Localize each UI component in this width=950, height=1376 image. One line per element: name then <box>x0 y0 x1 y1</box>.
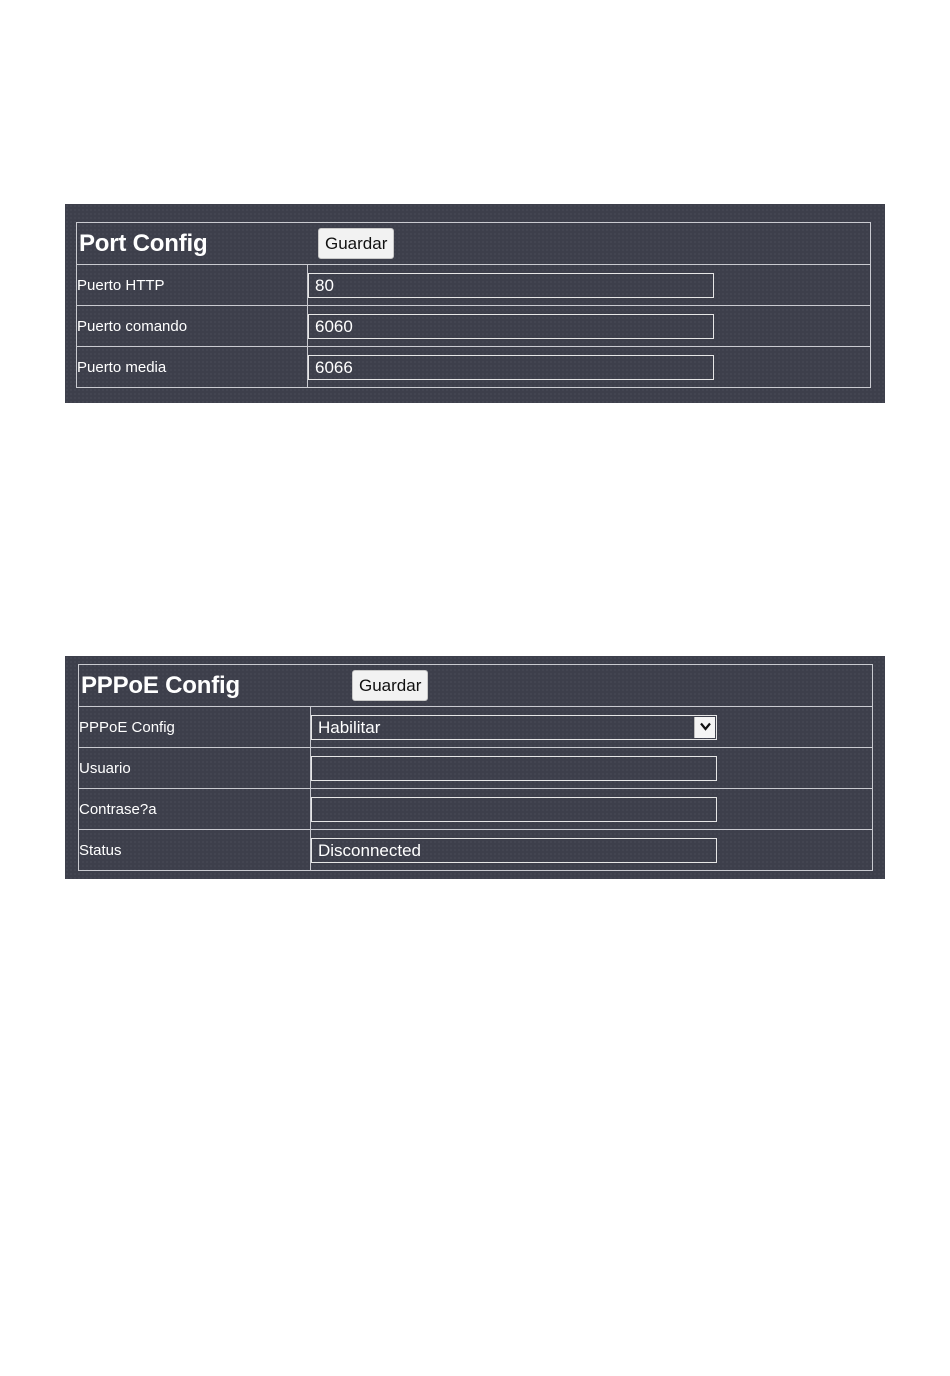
pppoe-config-title: PPPoE Config <box>81 671 240 699</box>
user-input[interactable] <box>311 756 717 781</box>
table-row <box>77 306 871 347</box>
command-port-input[interactable]: 6060 <box>308 314 714 339</box>
port-config-table <box>76 222 871 388</box>
chevron-down-icon[interactable] <box>694 717 715 738</box>
pppoe-mode-select[interactable] <box>311 715 717 740</box>
pppoe-config-table <box>78 664 873 871</box>
port-config-header <box>77 223 871 265</box>
http-port-label: Puerto HTTP <box>77 265 308 306</box>
port-config-save-button[interactable]: Guardar <box>318 228 394 259</box>
pppoe-mode-label: PPPoE Config <box>79 707 311 748</box>
pppoe-mode-selected-value: Habilitar <box>318 717 381 737</box>
table-row <box>79 748 873 789</box>
user-label: Usuario <box>79 748 311 789</box>
table-row <box>79 830 873 871</box>
port-config-title: Port Config <box>79 229 208 257</box>
table-row <box>77 265 871 306</box>
password-label: Contrase?a <box>79 789 311 830</box>
pppoe-config-header <box>79 665 873 707</box>
http-port-input[interactable]: 80 <box>308 273 714 298</box>
status-field: Disconnected <box>311 838 717 863</box>
table-row <box>79 707 873 748</box>
media-port-input[interactable]: 6066 <box>308 355 714 380</box>
status-label: Status <box>79 830 311 871</box>
pppoe-config-panel <box>65 656 885 879</box>
command-port-label: Puerto comando <box>77 306 308 347</box>
table-row <box>79 789 873 830</box>
port-config-panel <box>65 204 885 403</box>
table-row <box>77 347 871 388</box>
pppoe-config-save-button[interactable]: Guardar <box>352 670 428 701</box>
password-input[interactable] <box>311 797 717 822</box>
media-port-label: Puerto media <box>77 347 308 388</box>
